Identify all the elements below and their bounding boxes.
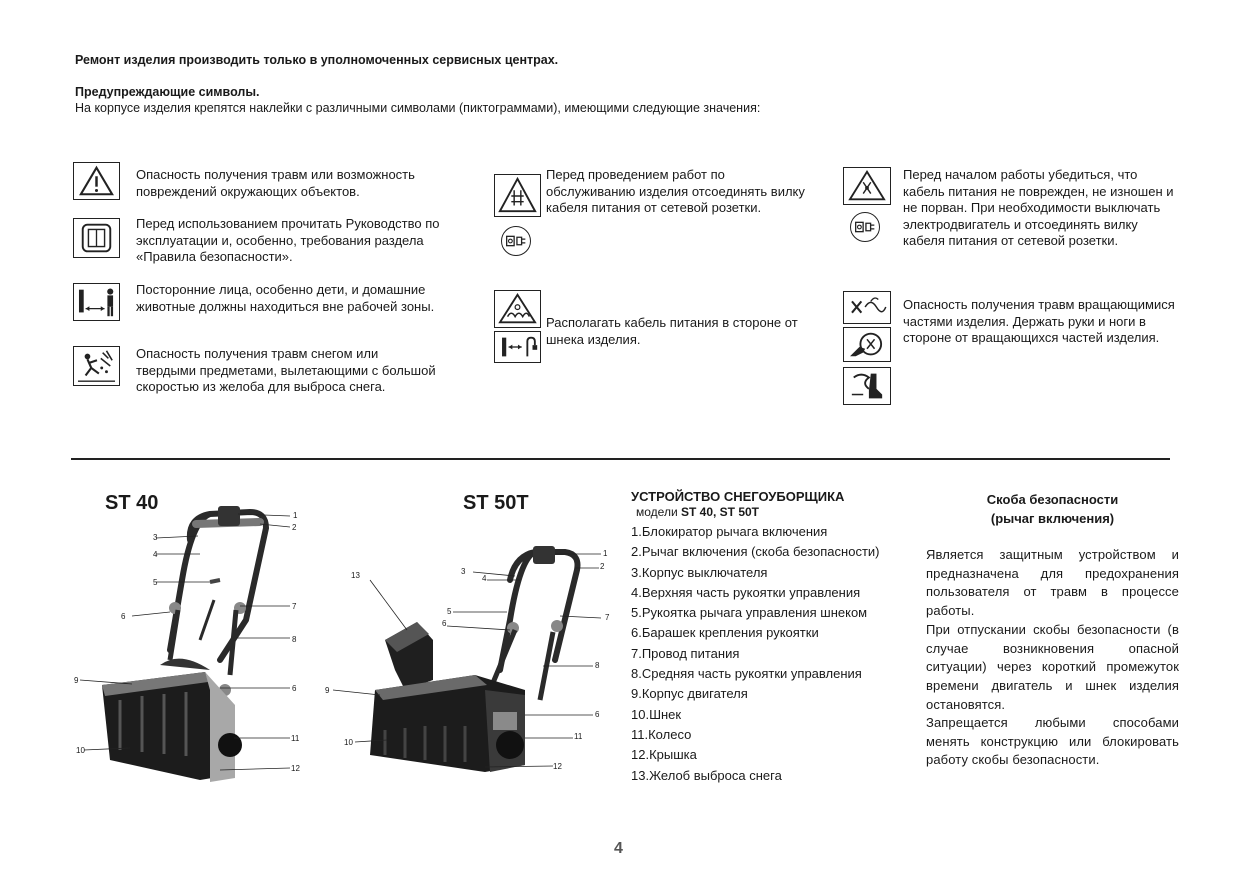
list-item: 7.Провод питания [631, 645, 740, 661]
list-item: 5.Рукоятка рычага управления шнеком [631, 605, 868, 621]
callout-5: 5 [153, 578, 158, 587]
list-item: 9.Корпус двигателя [631, 686, 748, 702]
cable-check-warning-icon [843, 167, 891, 205]
callout-9: 9 [74, 676, 79, 685]
list-item: 1.Блокиратор рычага включения [631, 524, 828, 539]
list-item: 6.Барашек крепления рукоятки [631, 625, 819, 641]
callout-4: 4 [153, 550, 158, 559]
st40-illustration [70, 500, 310, 785]
callout-11-st50t: 11 [574, 732, 583, 741]
warning-text-cable-check: Перед началом работы убедиться, что кабель питания не поврежден, не изношен и не порван. При необходимости выключать электродвигатель и отсоединять вилку кабеля питания от сетевой розетки. [903, 167, 1174, 248]
callout-6-st50t: 6 [442, 619, 447, 628]
safety-para-1: Является защитным устройством и предназначена для предохранения пользователя от травм в процессе работы. [926, 547, 1179, 619]
warning-text-read-manual: Перед использованием прочитать Руководство по эксплуатации и, особенно, требования раздела «Правила безопасности». [136, 216, 440, 264]
callout-7: 7 [292, 602, 297, 611]
parts-list [631, 522, 921, 786]
callout-11: 11 [291, 734, 300, 743]
warning-text-bystanders: Посторонние лица, особенно дети, и домашние животные должны находиться вне рабочей зоны. [136, 282, 435, 314]
list-item: 2.Рычаг включения (скоба безопасности) [631, 544, 880, 560]
callout-2: 2 [292, 523, 297, 532]
cable-auger-warning-icon [494, 290, 541, 328]
cable-position-icon [494, 331, 541, 363]
warning-text-rotating-parts: Опасность получения травм вращающимися частями изделия. Держать руки и ноги в стороне от вращающихся частей изделия. [903, 297, 1175, 345]
callout-10: 10 [76, 746, 85, 755]
symbols-description: На корпусе изделия крепятся наклейки с различными символами (пиктограммами), имеющими следующие значения: [75, 101, 761, 115]
callout-6b-st50t: 6 [595, 710, 600, 719]
warning-text-hazard: Опасность получения травм или возможность повреждений окружающих объектов. [136, 167, 415, 199]
callout-8: 8 [292, 635, 297, 644]
list-item: 4.Верхняя часть рукоятки управления [631, 584, 861, 600]
warning-text-cable-position: Располагать кабель питания в стороне от шнека изделия. [546, 315, 798, 347]
callout-10-st50t: 10 [344, 738, 353, 747]
warning-text-thrown-snow: Опасность получения травм снегом или твердыми предметами, вылетающими с большой скоростью из желоба для выброса снега. [136, 346, 436, 394]
list-item: 8.Средняя часть рукоятки управления [631, 666, 862, 682]
device-models [636, 505, 759, 519]
list-item: 11.Колесо [631, 726, 692, 742]
callout-3: 3 [153, 533, 158, 542]
model-label-st50t: ST 50T [463, 492, 529, 514]
callout-6: 6 [121, 612, 126, 621]
callout-1: 1 [293, 511, 298, 520]
maintenance-warning-icon [494, 174, 541, 217]
symbols-title: Предупреждающие символы. [75, 85, 260, 99]
model-label-st40: ST 40 [105, 492, 159, 514]
callout-6b: 6 [292, 684, 297, 693]
rotating-parts-icon [843, 291, 891, 324]
callout-13-st50t: 13 [351, 571, 360, 580]
read-manual-icon [73, 218, 120, 258]
safety-title [926, 490, 1179, 528]
unplug-icon-2 [850, 212, 880, 242]
hand-hazard-icon [843, 327, 891, 362]
list-item: 13.Желоб выброса снега [631, 767, 782, 783]
flying-debris-icon [73, 346, 120, 386]
foot-hazard-icon [843, 367, 891, 405]
warning-text-maintenance-unplug: Перед проведением работ по обслуживанию изделия отсоединять вилку кабеля питания от сетевой розетки. [546, 167, 805, 215]
callout-9-st50t: 9 [325, 686, 330, 695]
callout-5-st50t: 5 [447, 607, 452, 616]
device-models-prefix: модели [636, 505, 681, 519]
callout-8-st50t: 8 [595, 661, 600, 670]
callout-7-st50t: 7 [605, 613, 610, 622]
callout-4-st50t: 4 [482, 574, 487, 583]
list-item: 12.Крышка [631, 747, 697, 763]
callout-1-st50t: 1 [603, 549, 608, 558]
keep-distance-icon [73, 283, 120, 321]
list-item: 10.Шнек [631, 706, 682, 722]
device-models-value: ST 40, ST 50T [680, 505, 760, 519]
warning-triangle-icon [73, 162, 120, 200]
safety-para-2: При отпускании скобы безопасности (в случае возникновения опасной ситуации) через короткий промежуток времени двигатель и шнек изделия остановятся. [926, 622, 1179, 712]
repair-notice: Ремонт изделия производить только в уполномоченных сервисных центрах. [75, 53, 559, 67]
unplug-icon [501, 226, 531, 256]
callout-2-st50t: 2 [600, 562, 605, 571]
section-divider [71, 458, 1170, 460]
callout-12-st50t: 12 [553, 762, 562, 771]
list-item: 3.Корпус выключателя [631, 564, 768, 580]
safety-para-3: Запрещается любыми способами менять конструкцию или блокировать работу скобы безопасности. [926, 715, 1179, 768]
callout-12: 12 [291, 764, 300, 773]
page-number: 4 [614, 840, 623, 857]
safety-title-line2: (рычаг включения) [990, 511, 1115, 526]
safety-title-line1: Скоба безопасности [986, 492, 1119, 507]
device-title: УСТРОЙСТВО СНЕГОУБОРЩИКА [631, 489, 845, 504]
st50t-illustration [325, 540, 615, 780]
callout-3-st50t: 3 [461, 567, 466, 576]
